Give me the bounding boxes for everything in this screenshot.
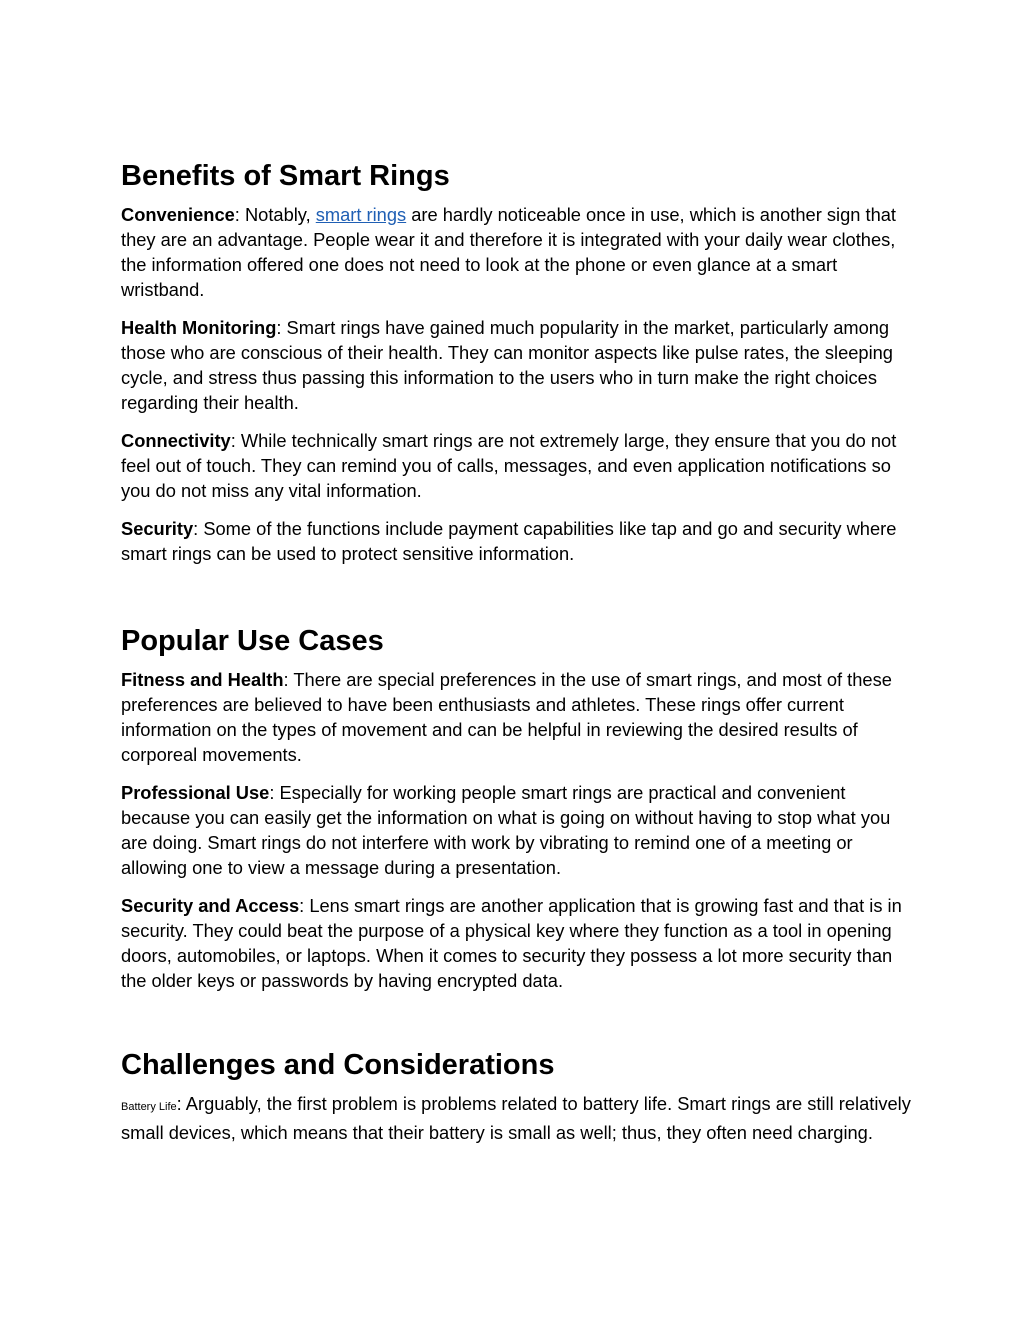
term-connectivity: Connectivity: [121, 430, 231, 451]
term-battery-life: Battery Life: [121, 1101, 177, 1113]
document-page: [121, 156, 911, 1158]
paragraph-fitness-health-text: : There are special preferences in the use of smart rings, and most of these preferences are believed to have been enthusiasts and athletes. These rings offer current information on the types of movement and can be helpful in reviewing the desired results of corporeal movements.: [121, 669, 892, 765]
term-convenience: Convenience: [121, 204, 235, 225]
section-heading-popular-use-cases: Popular Use Cases: [121, 625, 384, 657]
paragraph-health-monitoring-text: : Smart rings have gained much popularity in the market, particularly among those who are conscious of their health. They can monitor aspects like pulse rates, the sleeping cycle, and stress thus passing this information to the users who in turn make the right choices regarding their health.: [121, 317, 893, 413]
section-heading-challenges: Challenges and Considerations: [121, 1049, 555, 1081]
paragraph-health-monitoring: [121, 315, 911, 415]
section-spacer: [121, 1006, 911, 1045]
paragraph-connectivity: [121, 428, 911, 503]
paragraph-professional-use-text: : Especially for working people smart rings are practical and convenient because you can easily get the information on what is going on without having to stop what you are doing. Smart rings do not interfere with work by vibrating to remind one of a meeting or allowing one to view a message during a presentation.: [121, 782, 891, 878]
term-health-monitoring: Health Monitoring: [121, 317, 277, 338]
paragraph-convenience-pre: : Notably,: [234, 204, 316, 225]
section-heading-benefits: Benefits of Smart Rings: [121, 160, 450, 192]
term-security-access: Security and Access: [121, 895, 300, 916]
paragraph-professional-use: [121, 780, 911, 880]
section-spacer: [121, 579, 911, 621]
paragraph-battery-life: [121, 1091, 911, 1145]
paragraph-security-access-text: : Lens smart rings are another application that is growing fast and that is in security. They could beat the purpose of a physical key where they function as a tool in opening doors, automobiles, or laptops. When it comes to security they possess a lot more security than the older keys or passwords by having encrypted data.: [121, 895, 902, 991]
paragraph-security: [121, 516, 911, 566]
term-security: Security: [121, 518, 194, 539]
paragraph-connectivity-text: : While technically smart rings are not extremely large, they ensure that you do not feel out of touch. They can remind you of calls, messages, and even application notifications so you do not miss any vital information.: [121, 430, 897, 501]
paragraph-security-access: [121, 893, 911, 993]
paragraph-convenience-post: are hardly noticeable once in use, which is another sign that they are an advantage. People wear it and therefore it is integrated with your daily wear clothes, the information offered one does not need to look at the phone or even glance at a smart wristband.: [121, 204, 896, 300]
paragraph-fitness-health: [121, 667, 911, 767]
paragraph-security-text: : Some of the functions include payment capabilities like tap and go and security where smart rings can be used to protect sensitive information.: [121, 518, 897, 564]
paragraph-convenience: [121, 202, 911, 302]
paragraph-battery-life-text: : Arguably, the first problem is problems related to battery life. Smart rings are still relatively small devices, which means that their battery is small as well; thus, they often need charging.: [121, 1093, 911, 1143]
smart-rings-link[interactable]: smart rings: [315, 204, 407, 225]
term-fitness-health: Fitness and Health: [121, 669, 284, 690]
term-professional-use: Professional Use: [121, 782, 270, 803]
